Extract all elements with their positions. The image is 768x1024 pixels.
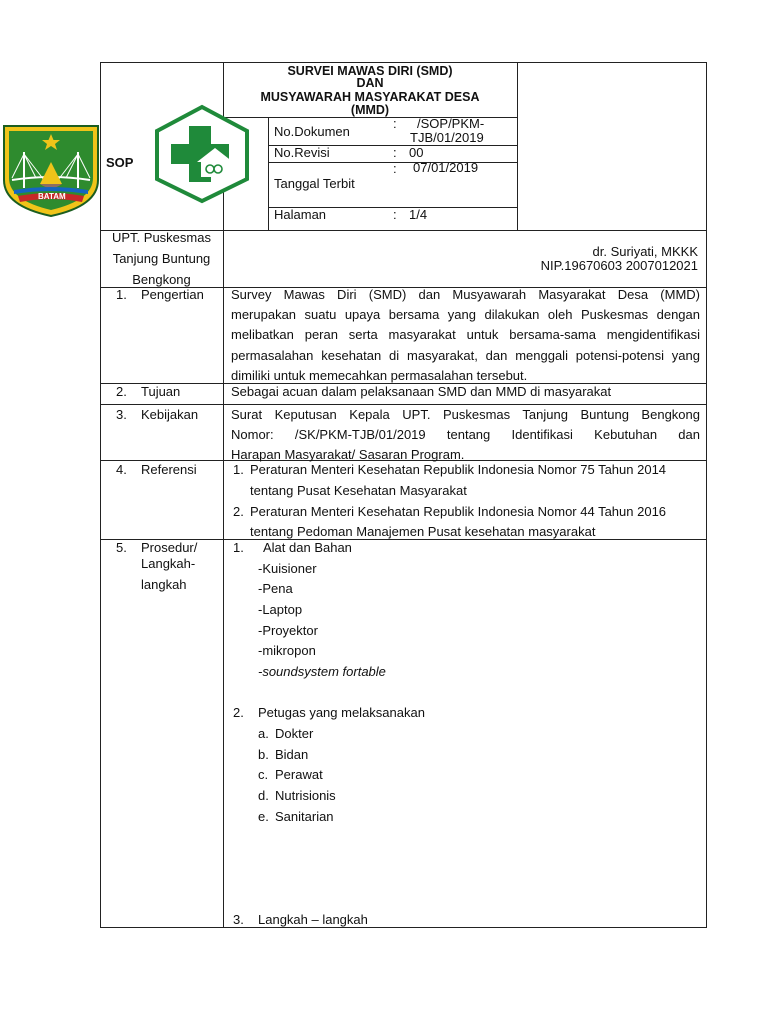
- tool-item: -soundsystem fortable: [258, 664, 386, 679]
- meta-colon-tanggal: :: [393, 161, 397, 176]
- referensi-item-2-line-1: Peraturan Menteri Kesehatan Republik Indonesia Nomor 44 Tahun 2016: [250, 504, 667, 519]
- staff-name: Perawat: [275, 767, 323, 782]
- referensi-item-1-line-2: tentang Pusat Kesehatan Masyarakat: [250, 483, 467, 498]
- pengertian-line-5: dimiliki untuk memecahkan permasalahan tersebut.: [231, 368, 528, 383]
- meta-value-tanggal: 07/01/2019: [413, 160, 479, 175]
- title-line-1: SURVEI MAWAS DIRI (SMD): [287, 64, 453, 78]
- pengertian-line-1: Survey Mawas Diri (SMD) dan Musyawarah Masyarakat Desa (MMD): [231, 287, 700, 302]
- staff-name: Dokter: [275, 726, 314, 741]
- meta-value-revisi: 00: [409, 145, 424, 160]
- referensi-item-2-num: 2.: [233, 504, 244, 519]
- puskesmas-logo: [151, 104, 253, 204]
- org-line-3: Bengkong: [132, 272, 191, 287]
- city-logo: [0, 122, 102, 218]
- pengertian-line-2: merupakan suatu upaya bersama yang dilakukan oleh Puskesmas dengan: [231, 307, 700, 322]
- meta-value-dokumen-2: TJB/01/2019: [410, 130, 484, 145]
- referensi-label: Referensi: [141, 462, 197, 477]
- tujuan-label: Tujuan: [141, 384, 181, 399]
- meta-colon-dokumen: :: [393, 116, 397, 131]
- org-line-1: UPT. Puskesmas: [112, 230, 211, 245]
- title-line-2: DAN: [356, 76, 384, 90]
- meta-label-revisi: No.Revisi: [274, 145, 330, 160]
- referensi-item-2-line-2: tentang Pedoman Manajemen Pusat kesehatan masyarakat: [250, 524, 596, 539]
- pengertian-line-4: permasalahan kesehatan di masyarakat, dan menggali potensi-potensi yang: [231, 348, 700, 363]
- staff-name: Nutrisionis: [275, 788, 336, 803]
- puskesmas-cross-icon: [151, 104, 253, 204]
- meta-label-tanggal: Tanggal Terbit: [274, 176, 355, 191]
- tujuan-text: Sebagai acuan dalam pelaksanaan SMD dan MMD di masyarakat: [231, 384, 612, 399]
- staff-name: Bidan: [275, 747, 309, 762]
- kebijakan-number: 3.: [116, 407, 127, 422]
- tool-item: -Pena: [258, 581, 293, 596]
- city-logo-text: BATAM: [38, 192, 66, 201]
- meta-value-halaman: 1/4: [409, 207, 428, 222]
- tujuan-number: 2.: [116, 384, 127, 399]
- kebijakan-line-2: Nomor: /SK/PKM-TJB/01/2019 tentang Identifikasi Kebutuhan dan: [231, 427, 700, 442]
- step-3-number: 3.: [233, 912, 244, 927]
- pengertian-line-3: melibatkan peran serta masyarakat untuk bersama-sama mengidentifikasi: [231, 327, 700, 342]
- step-2-number: 2.: [233, 705, 244, 720]
- meta-label-dokumen: No.Dokumen: [274, 124, 350, 139]
- meta-colon-revisi: :: [393, 145, 397, 160]
- referensi-number: 4.: [116, 462, 127, 477]
- prosedur-label-1: Prosedur/: [141, 540, 198, 555]
- sop-label: SOP: [106, 155, 134, 170]
- signer-name: dr. Suriyati, MKKK: [592, 244, 698, 259]
- staff-letter: d.: [258, 788, 269, 803]
- meta-colon-halaman: :: [393, 207, 397, 222]
- meta-label-halaman: Halaman: [274, 207, 327, 222]
- pengertian-number: 1.: [116, 287, 127, 302]
- signer-nip: NIP.19670603 2007012021: [540, 258, 698, 273]
- title-line-4: (MMD): [350, 103, 390, 117]
- staff-name: Sanitarian: [275, 809, 334, 824]
- step-2-title: Petugas yang melaksanakan: [258, 705, 425, 720]
- prosedur-number: 5.: [116, 540, 127, 555]
- prosedur-label-3: langkah: [141, 577, 187, 592]
- tool-item: -Kuisioner: [258, 561, 317, 576]
- batam-emblem-icon: [0, 122, 102, 218]
- pengertian-label: Pengertian: [141, 287, 204, 302]
- staff-letter: a.: [258, 726, 269, 741]
- staff-letter: c.: [258, 767, 269, 782]
- kebijakan-line-3: Harapan Masyarakat/ Sasaran Program.: [231, 447, 465, 462]
- title-line-3: MUSYAWARAH MASYARAKAT DESA: [260, 90, 480, 104]
- step-3-title: Langkah – langkah: [258, 912, 368, 927]
- referensi-item-1-num: 1.: [233, 462, 244, 477]
- org-line-2: Tanjung Buntung: [112, 251, 211, 266]
- tool-item: -Proyektor: [258, 623, 318, 638]
- tool-item: -mikropon: [258, 643, 316, 658]
- staff-letter: b.: [258, 747, 269, 762]
- referensi-item-1-line-1: Peraturan Menteri Kesehatan Republik Indonesia Nomor 75 Tahun 2014: [250, 462, 667, 477]
- tool-item: -Laptop: [258, 602, 303, 617]
- meta-value-dokumen-1: /SOP/PKM-: [417, 116, 485, 131]
- kebijakan-label: Kebijakan: [141, 407, 199, 422]
- kebijakan-line-1: Surat Keputusan Kepala UPT. Puskesmas Tanjung Buntung Bengkong: [231, 407, 700, 422]
- staff-letter: e.: [258, 809, 269, 824]
- step-1-number: 1.: [233, 540, 244, 555]
- step-1-title: Alat dan Bahan: [263, 540, 352, 555]
- prosedur-label-2: Langkah-: [141, 556, 196, 571]
